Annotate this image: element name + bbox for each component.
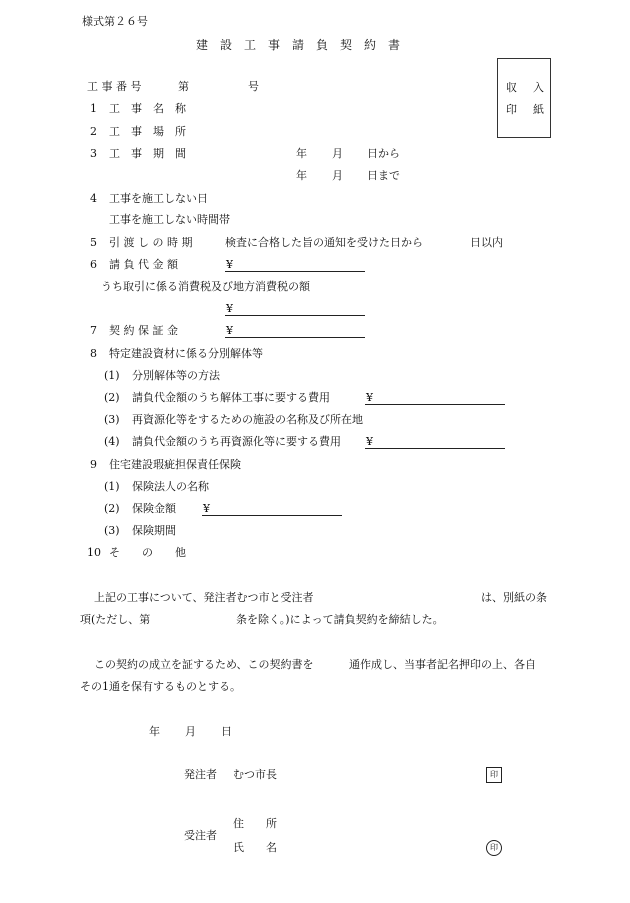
revenue-stamp-box [497,58,551,138]
document-title: 建 設 工 事 請 負 契 約 書 [196,38,401,52]
paragraph-1-line-1a: 上記の工事について、発注者むつ市と受注者 [94,591,314,604]
stamp-label-right2: 紙 [533,103,544,116]
period-from-day: 日から [367,147,400,160]
item-5-suffix: 日以内 [470,236,503,249]
item-6-amount-line [225,271,365,272]
item-6-number: 6 [90,258,97,271]
orderer-label: 発注者 [184,768,217,781]
item-7-yen: ¥ [226,324,233,337]
item-4-label: 工事を施工しない日 [109,192,208,205]
paragraph-1-line-1b: は、別紙の条 [481,591,547,604]
item-1-number: 1 [90,102,97,115]
work-number-prefix: 第 [178,80,189,93]
item-8-2-number: (2) [104,391,120,404]
stamp-label-right: 入 [533,81,544,94]
item-8-number: 8 [90,347,97,360]
orderer-seal-mark: 印 [486,767,502,783]
item-2-number: 2 [90,125,97,138]
item-8-3-label: 再資源化等をするための施設の名称及び所在地 [132,413,363,426]
item-1-label: 工 事 名 称 [109,102,186,115]
date-year: 年 [149,725,160,738]
contractor-seal-mark: 印 [486,840,502,856]
item-10-label: そ の 他 [109,546,186,559]
item-8-1-label: 分別解体等の方法 [132,369,220,382]
item-6-yen: ¥ [226,258,233,271]
item-3-number: 3 [90,147,97,160]
paragraph-2-line-1b: 通作成し、当事者記名押印の上、各自 [349,658,536,671]
item-5-number: 5 [90,236,97,249]
item-8-4-number: (4) [104,435,120,448]
item-8-1-number: (1) [104,369,120,382]
orderer-name: むつ市長 [233,768,277,781]
item-6-sub-amount-line [225,315,365,316]
item-5-text: 検査に合格した旨の通知を受けた日から [225,236,423,249]
contractor-name-label: 氏 名 [233,841,277,854]
item-3-label: 工 事 期 間 [109,147,186,160]
item-9-label: 住宅建設瑕疵担保責任保険 [109,458,241,471]
item-8-label: 特定建設資材に係る分別解体等 [109,347,263,360]
period-from-month: 月 [332,147,343,160]
item-8-4-amount-line [365,448,505,449]
item-9-1-label: 保険法人の名称 [132,480,209,493]
paragraph-2-line-2: その1通を保有するものとする。 [80,680,241,693]
item-5-label: 引 渡 し の 時 期 [109,236,193,249]
item-7-label: 契 約 保 証 金 [109,324,178,337]
item-8-2-amount-line [365,404,505,405]
stamp-label-left: 収 [506,81,517,94]
item-2-label: 工 事 場 所 [109,125,186,138]
item-4-sub-label: 工事を施工しない時間帯 [109,213,230,226]
paragraph-2-line-1a: この契約の成立を証するため、この契約書を [94,658,314,671]
item-8-4-label: 請負代金額のうち再資源化等に要する費用 [132,435,341,448]
stamp-label-left2: 印 [506,103,517,116]
date-day: 日 [221,725,232,738]
item-8-4-yen: ¥ [366,435,373,448]
item-9-1-number: (1) [104,480,120,493]
date-month: 月 [185,725,196,738]
item-9-2-yen: ¥ [203,502,210,515]
item-9-3-number: (3) [104,524,120,537]
item-6-label: 請 負 代 金 額 [109,258,178,271]
item-9-2-number: (2) [104,502,120,515]
item-9-3-label: 保険期間 [132,524,176,537]
item-10-number: 10 [87,546,101,559]
item-4-number: 4 [90,192,97,205]
period-until-day: 日まで [367,169,400,182]
paragraph-1-line-2a: 項(ただし、第 [80,613,151,626]
period-until-year: 年 [296,169,307,182]
contractor-address-label: 住 所 [233,817,277,830]
item-8-3-number: (3) [104,413,120,426]
item-8-2-label: 請負代金額のうち解体工事に要する費用 [132,391,330,404]
item-6-sub-label: うち取引に係る消費税及び地方消費税の額 [101,280,310,293]
item-9-number: 9 [90,458,97,471]
item-7-number: 7 [90,324,97,337]
work-number-suffix: 号 [248,80,259,93]
period-until-month: 月 [332,169,343,182]
contractor-label: 受注者 [184,829,217,842]
item-6-sub-yen: ¥ [226,302,233,315]
item-8-2-yen: ¥ [366,391,373,404]
work-number-label: 工 事 番 号 [87,80,142,93]
item-7-amount-line [225,337,365,338]
form-number: 様式第２６号 [82,15,148,28]
item-9-2-amount-line [202,515,342,516]
item-9-2-label: 保険金額 [132,502,176,515]
period-from-year: 年 [296,147,307,160]
paragraph-1-line-2b: 条を除く。)によって請負契約を締結した。 [236,613,444,626]
